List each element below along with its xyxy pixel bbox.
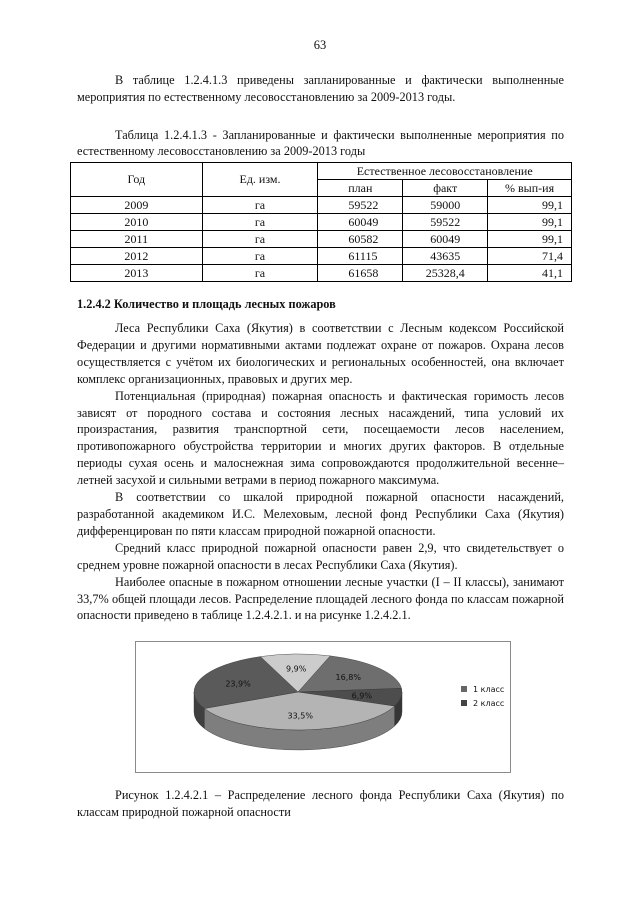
table-row (71, 231, 572, 248)
cell-year: 2009 (71, 197, 203, 214)
cell-plan: 59522 (318, 197, 403, 214)
header-group: Естественное лесовосстановление (318, 163, 572, 180)
cell-pct: 99,1 (488, 214, 572, 231)
section-body (77, 320, 564, 624)
cell-plan: 61115 (318, 248, 403, 265)
legend-swatch (461, 686, 467, 692)
header-plan: план (318, 180, 403, 197)
pie-data-label: 6,9% (351, 691, 372, 701)
cell-pct: 71,4 (488, 248, 572, 265)
body-paragraph: В соответствии со шкалой природной пожарной опасности насаждений, разработанной академиком И.С. Мелеховым, лесной фонд Республики Саха (Якутия) дифференцирован по пяти классам природной пожарной опасности. (77, 490, 564, 538)
cell-plan: 60582 (318, 231, 403, 248)
cell-plan: 61658 (318, 265, 403, 282)
legend-item (461, 698, 504, 709)
header-fact: факт (403, 180, 488, 197)
body-paragraph: Наиболее опасные в пожарном отношении лесные участки (I – II классы), занимают 33,7% общей площади лесов. Распределение площадей лесного фонда по классам пожарной опасности приведено в таблице 1.2.4.2.1. и на рисунке 1.2.4.2.1. (77, 574, 564, 623)
cell-unit: га (202, 231, 318, 248)
pie-data-label: 33,5% (287, 711, 313, 721)
table-row (71, 248, 572, 265)
table-header-row (71, 163, 572, 180)
table-row (71, 265, 572, 282)
cell-unit: га (202, 265, 318, 282)
cell-year: 2010 (71, 214, 203, 231)
table-row (71, 214, 572, 231)
pie-data-label: 9,9% (286, 664, 307, 674)
header-pct: % вып-ия (488, 180, 572, 197)
page-number: 63 (313, 38, 327, 52)
chart-legend (461, 684, 504, 712)
cell-fact: 25328,4 (403, 265, 488, 282)
cell-plan: 60049 (318, 214, 403, 231)
pie-data-label: 16,8% (335, 673, 361, 683)
cell-pct: 41,1 (488, 265, 572, 282)
body-paragraph: Потенциальная (природная) пожарная опасность и фактическая горимость лесов зависят от породного состава и состояния лесных насаждений, типа условий их произрастания, развития транспортной сети, посещаемости лесов населением, противопожарного обустройства территории и многих других факторов. В отдельные периоды сухая осень и малоснежная зима сопровождаются продолжительной весенне–летней засухой и сильными ветрами в период пожарного максимума. (77, 388, 564, 488)
legend-swatch (461, 700, 467, 706)
reforestation-table (70, 162, 572, 282)
cell-pct: 99,1 (488, 231, 572, 248)
legend-item (461, 684, 504, 695)
cell-unit: га (202, 214, 318, 231)
cell-pct: 99,1 (488, 197, 572, 214)
figure-caption: Рисунок 1.2.4.2.1 – Распределение лесного фонда Республики Саха (Якутия) по классам природной пожарной опасности (77, 788, 564, 819)
cell-unit: га (202, 248, 318, 265)
legend-label: 1 класс (473, 685, 505, 694)
cell-fact: 59522 (403, 214, 488, 231)
cell-fact: 43635 (403, 248, 488, 265)
pie-chart-frame (135, 641, 511, 773)
cell-unit: га (202, 197, 318, 214)
cell-year: 2013 (71, 265, 203, 282)
header-year: Год (71, 163, 203, 197)
legend-label: 2 класс (473, 699, 505, 708)
cell-year: 2011 (71, 231, 203, 248)
cell-fact: 59000 (403, 197, 488, 214)
body-paragraph: Средний класс природной пожарной опасности равен 2,9, что свидетельствует о среднем уровне пожарной опасности в лесах Республики Саха (Якутия). (77, 540, 564, 572)
cell-year: 2012 (71, 248, 203, 265)
cell-fact: 60049 (403, 231, 488, 248)
pie-data-label: 23,9% (225, 679, 251, 689)
table-row (71, 197, 572, 214)
intro-paragraph: В таблице 1.2.4.1.3 приведены запланированные и фактически выполненные мероприятия по естественному лесовосстановлению за 2009-2013 годы. (77, 73, 564, 104)
header-unit: Ед. изм. (202, 163, 318, 197)
section-heading: 1.2.4.2 Количество и площадь лесных пожаров (77, 297, 336, 311)
pie-chart (136, 642, 446, 772)
body-paragraph: Леса Республики Саха (Якутия) в соответствии с Лесным кодексом Российской Федерации и другими нормативными актами подлежат охране от пожаров. Охрана лесов осуществляется с учётом их биологических и региональных особенностей, она включает комплекс организационных, правовых и других мер. (77, 321, 564, 386)
table-caption: Таблица 1.2.4.1.3 - Запланированные и фактически выполненные мероприятия по естественному лесовосстановлению за 2009-2013 годы (77, 128, 564, 158)
